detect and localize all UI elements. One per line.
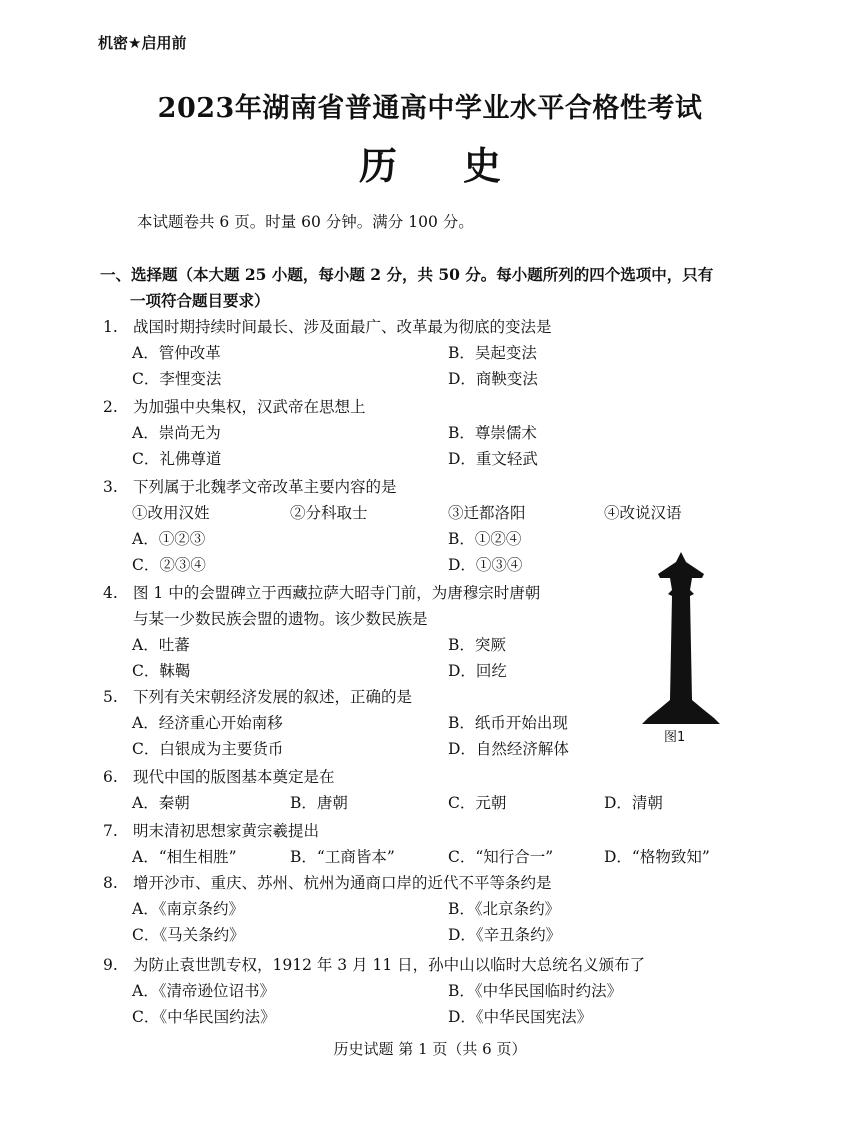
item-3-2: ②分科取士	[290, 504, 368, 522]
option-6a: A．秦朝	[132, 794, 190, 812]
question-number: 7.	[103, 822, 118, 840]
option-1b: B．吴起变法	[448, 344, 537, 362]
option-3a: A．①②③	[132, 530, 206, 548]
question-number: 3.	[103, 478, 118, 496]
option-4b: B．突厥	[448, 636, 506, 654]
option-1c: C．李悝变法	[132, 370, 222, 388]
question-7	[103, 818, 319, 844]
question-number: 1.	[103, 318, 118, 336]
option-4c: C．靺鞨	[132, 662, 191, 680]
question-stem: 为加强中央集权，汉武帝在思想上	[133, 398, 366, 416]
option-5b: B．纸币开始出现	[448, 714, 568, 732]
option-2a: A．崇尚无为	[132, 424, 221, 442]
question-9	[103, 952, 645, 978]
option-5a: A．经济重心开始南移	[132, 714, 283, 732]
exam-intro: 本试题卷共 6 页。时量 60 分钟。满分 100 分。	[137, 213, 474, 231]
option-2c: C．礼佛尊道	[132, 450, 222, 468]
option-6b: B．唐朝	[290, 794, 348, 812]
question-stem: 明末清初思想家黄宗羲提出	[133, 822, 320, 840]
question-stem: 现代中国的版图基本奠定是在	[133, 768, 335, 786]
question-stem: 下列属于北魏孝文帝改革主要内容的是	[133, 478, 397, 496]
option-8c: C．《马关条约》	[132, 926, 245, 944]
question-stem: 增开沙市、重庆、苏州、杭州为通商口岸的近代不平等条约是	[133, 874, 552, 892]
treaty-stele-figure	[640, 550, 722, 725]
option-4a: A．吐蕃	[132, 636, 190, 654]
question-number: 8.	[103, 874, 118, 892]
question-5	[103, 684, 412, 710]
subject-title	[0, 135, 860, 190]
option-6c: C．元朝	[448, 794, 507, 812]
question-stem: 战国时期持续时间最长、涉及面最广、改革最为彻底的变法是	[133, 318, 552, 336]
question-stem: 图 1 中的会盟碑立于西藏拉萨大昭寺门前，为唐穆宗时唐朝	[133, 584, 541, 602]
question-number: 6.	[103, 768, 118, 786]
option-7b: B．“工商皆本”	[290, 848, 395, 866]
question-4	[103, 580, 540, 606]
option-9d: D．《中华民国宪法》	[448, 1008, 593, 1026]
option-3c: C．②③④	[132, 556, 206, 574]
section-heading-line-1: 一、选择题（本大题 25 小题，每小题 2 分，共 50 分。每小题所列的四个选项中，只有	[100, 265, 714, 284]
question-3	[103, 474, 397, 500]
option-3b: B．①②④	[448, 530, 522, 548]
figure-caption: 图1	[664, 730, 686, 745]
option-9c: C．《中华民国约法》	[132, 1008, 276, 1026]
subject-char-1: 历	[358, 143, 397, 188]
question-8	[103, 870, 552, 896]
option-7d: D．“格物致知”	[604, 848, 710, 866]
option-8d: D．《辛丑条约》	[448, 926, 562, 944]
option-5d: D．自然经济解体	[448, 740, 569, 758]
option-7c: C．“知行合一”	[448, 848, 554, 866]
exam-title: 2023年湖南省普通高中学业水平合格性考试	[157, 93, 703, 124]
question-number: 5.	[103, 688, 118, 706]
item-3-3: ③迁都洛阳	[448, 504, 526, 522]
page-footer: 历史试题 第 1 页（共 6 页）	[333, 1040, 527, 1058]
option-7a: A．“相生相胜”	[132, 848, 237, 866]
item-3-1: ①改用汉姓	[132, 504, 210, 522]
confidential-label: 机密★启用前	[98, 34, 187, 52]
section-heading-line-2: 一项符合题目要求）	[130, 291, 270, 310]
stele-silhouette	[642, 552, 720, 724]
section-heading	[100, 262, 790, 314]
option-1a: A．管仲改革	[132, 344, 221, 362]
option-5c: C．白银成为主要货币	[132, 740, 284, 758]
option-9b: B．《中华民国临时约法》	[448, 982, 623, 1000]
question-stem: 为防止袁世凯专权，1912 年 3 月 11 日，孙中山以临时大总统名义颁布了	[133, 956, 646, 974]
question-1	[103, 314, 552, 340]
subject-char-2: 史	[463, 143, 502, 188]
question-4-continued: 与某一少数民族会盟的遗物。该少数民族是	[133, 610, 428, 628]
question-number: 9.	[103, 956, 118, 974]
question-number: 4.	[103, 584, 118, 602]
item-3-4: ④改说汉语	[604, 504, 682, 522]
option-8b: B．《北京条约》	[448, 900, 561, 918]
option-6d: D．清朝	[604, 794, 663, 812]
option-9a: A．《清帝逊位诏书》	[132, 982, 275, 1000]
option-4d: D．回纥	[448, 662, 507, 680]
question-2	[103, 394, 366, 420]
option-1d: D．商鞅变法	[448, 370, 538, 388]
option-3d: D．①③④	[448, 556, 523, 574]
option-8a: A．《南京条约》	[132, 900, 244, 918]
question-stem: 下列有关宋朝经济发展的叙述，正确的是	[133, 688, 413, 706]
question-number: 2.	[103, 398, 118, 416]
option-2d: D．重文轻武	[448, 450, 538, 468]
option-2b: B．尊崇儒术	[448, 424, 537, 442]
question-6	[103, 764, 335, 790]
